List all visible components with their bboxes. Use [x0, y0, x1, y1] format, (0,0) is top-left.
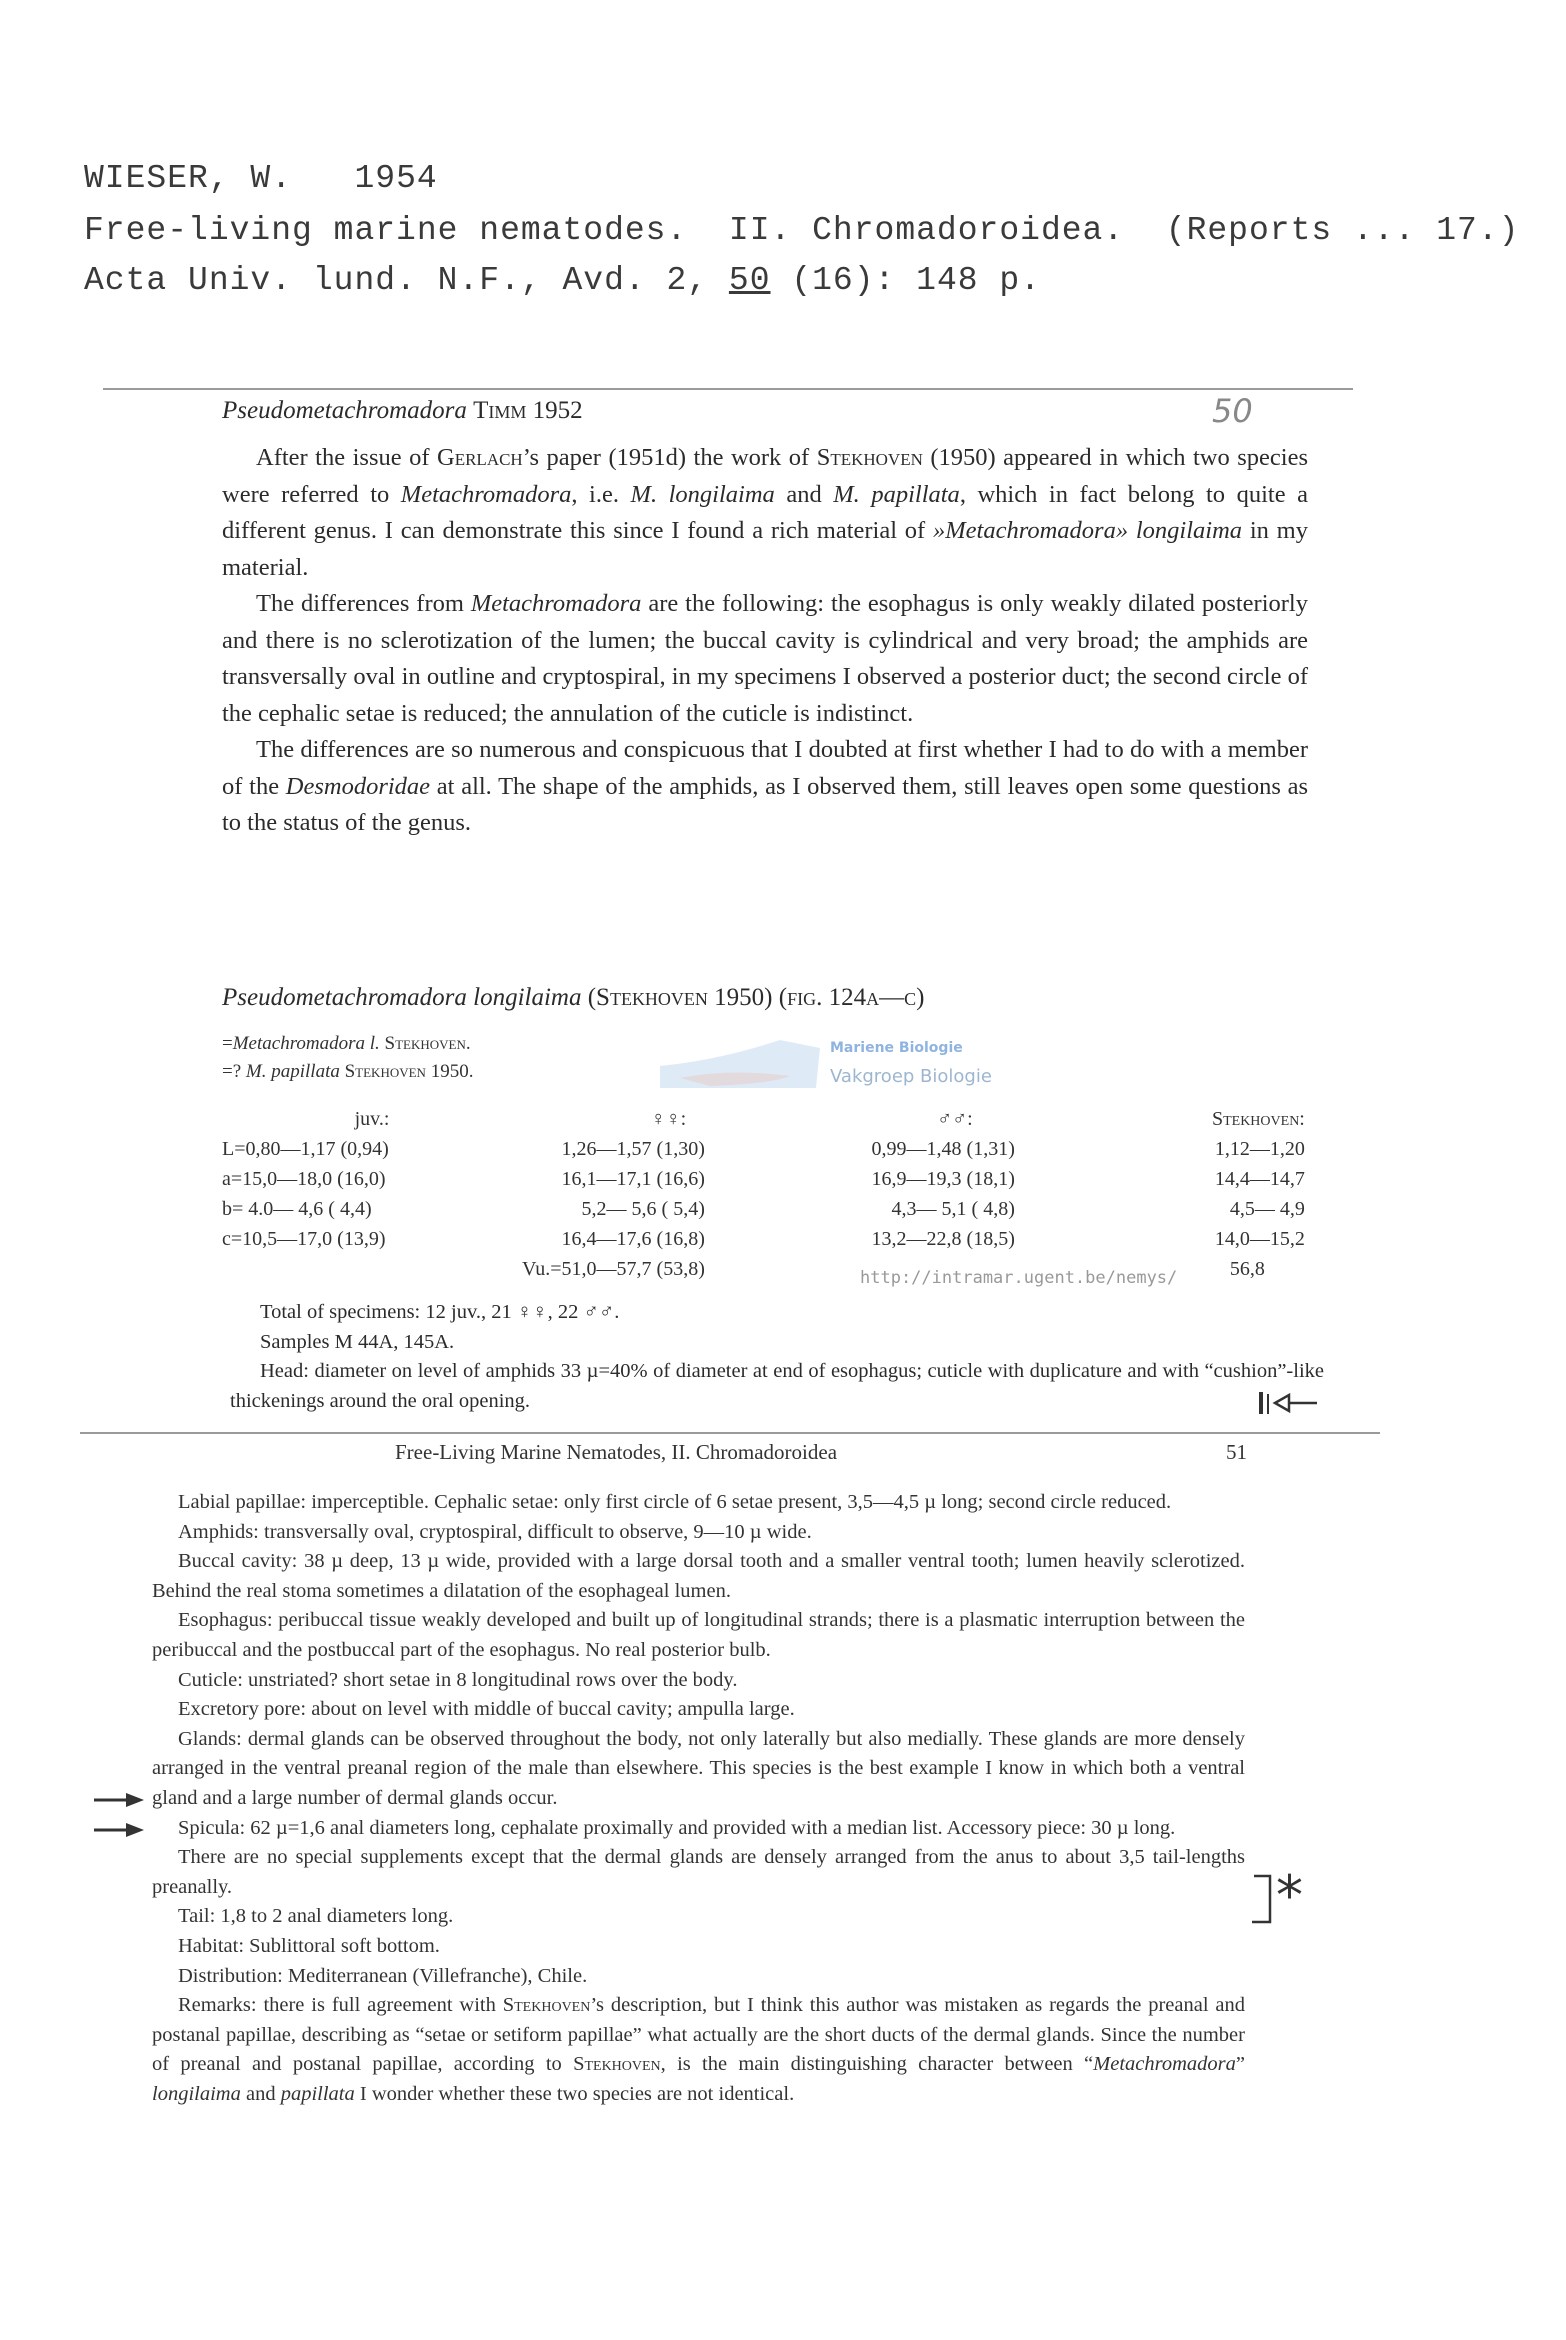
cuticle: Cuticle: unstriated? short setae in 8 longitudinal rows over the body.	[178, 1668, 738, 1691]
citation-author: WIESER, W.	[84, 160, 293, 197]
cell-stekhoven: 4,5— 4,9	[1229, 1197, 1305, 1220]
table-header-row	[222, 1104, 1305, 1134]
journal-pages: (16): 148 p.	[770, 262, 1041, 299]
excretory-pore: Excretory pore: about on level with middle of buccal cavity; ampulla large.	[178, 1698, 795, 1721]
table-row	[222, 1134, 1305, 1164]
cell-males: 4,3— 5,1 ( 4,8)	[886, 1197, 1015, 1220]
specimen-info	[230, 1298, 1324, 1416]
citation-title: Free-living marine nematodes. II. Chromadoroidea. (Reports ... 17.)	[84, 212, 1520, 249]
head-description: Head: diameter on level of amphids 33 µ=40% of diameter at end of esophagus; cuticle with duplicature and with “cushion”-like thickenings around the oral opening.	[230, 1360, 1324, 1412]
synonym-list	[222, 1030, 473, 1086]
empty-cell	[222, 1254, 522, 1284]
cell-stekhoven: 14,0—15,2	[1214, 1227, 1305, 1250]
cell-vulva-females: Vu.=51,0—57,7 (53,8)	[522, 1257, 705, 1280]
margin-arrow-icon	[92, 1790, 148, 1810]
spicula: Spicula: 62 µ=1,6 anal diameters long, cephalate proximally and provided with a median list. Accessory piece: 30 µ long.	[178, 1816, 1176, 1839]
citation-year: 1954	[354, 160, 438, 197]
glands: Glands: dermal glands can be observed throughout the body, not only laterally but also medially. These glands are more densely arranged in the ventral preanal region of the male than elsewhere. This species is the best example I know in which both a ventral gland and a large number of dermal glands occur.	[152, 1727, 1245, 1809]
paragraph-3: The differences are so numerous and conspicuous that I doubted at first whether I had to do with a member of the Desmodoridae at all. The shape of the amphids, as I observed them, still leaves open some questions as to the status of the genus.	[222, 736, 1308, 836]
species-heading	[222, 984, 924, 1012]
species-name: Pseudometachromadora longilaima	[222, 984, 582, 1011]
remarks: Remarks: there is full agreement with Stekhoven’s description, but I think this author was mistaken as regards the preanal and postanal papillae, describing as “setae or setiform papillae” what actually are the short ducts of the dermal glands. Since the number of preanal and postanal papillae, according to Stekhoven, is the main distinguishing character between “Metachromadora” longilaima and papillata I wonder whether these two species are not identical.	[152, 1994, 1245, 2105]
citation-journal	[84, 262, 1041, 299]
watermark-logo	[650, 1026, 1030, 1096]
header-juveniles: juv.:	[354, 1107, 390, 1130]
esophagus: Esophagus: peribuccal tissue weakly developed and built up of longitudinal strands; there is a plasmatic interruption between the peribuccal and the postbuccal part of the esophagus. No real posterior bulb.	[152, 1609, 1245, 1661]
watermark-bottom-text: Vakgroep Biologie	[830, 1066, 992, 1087]
top-rule	[103, 388, 1353, 390]
header-females: ♀♀:	[650, 1107, 687, 1130]
cell-females: 16,1—17,1 (16,6)	[561, 1167, 705, 1190]
table-row	[222, 1194, 1305, 1224]
running-footer-title: Free-Living Marine Nematodes, II. Chromadoroidea	[395, 1440, 838, 1464]
cell-vulva-stekhoven: 56,8	[1229, 1257, 1265, 1280]
cell-males: 13,2—22,8 (18,5)	[871, 1227, 1015, 1250]
samples: Samples M 44A, 145A.	[260, 1330, 455, 1353]
supplements: There are no special supplements except that the dermal glands are densely arranged from the anus to about 3,5 tail-lengths preanally.	[152, 1846, 1245, 1898]
paragraph-2: The differences from Metachromadora are the following: the esophagus is only weakly dilated posteriorly and there is no sclerotization of the lumen; the buccal cavity is cylindrical and very broad; the amphids are transversally oval in outline and cryptospiral, in my specimens I observed a posterior duct; the second circle of the cephalic setae is reduced; the annulation of the cuticle is indistinct.	[222, 590, 1308, 727]
table-row	[222, 1224, 1305, 1254]
cell-females: 5,2— 5,6 ( 5,4)	[576, 1197, 705, 1220]
journal-volume: 50	[728, 262, 771, 299]
empty-cell	[815, 1254, 1095, 1284]
labial-papillae: Labial papillae: imperceptible. Cephalic setae: only first circle of 6 setae present, 3,5—4,5 µ long; second circle reduced.	[178, 1491, 1172, 1513]
tail: Tail: 1,8 to 2 anal diameters long.	[178, 1905, 454, 1928]
cell-juv: b= 4.0— 4,6 ( 4,4)	[222, 1197, 372, 1220]
watermark-top-text: Mariene Biologie	[830, 1040, 963, 1056]
handwritten-arrow-icon	[1255, 1388, 1325, 1420]
measurements-table	[222, 1104, 1305, 1284]
total-specimens: Total of specimens: 12 juv., 21 ♀♀, 22 ♂♂.	[260, 1301, 620, 1323]
cell-stekhoven: 14,4—14,7	[1214, 1167, 1305, 1190]
genus-name: Pseudometachromadora	[222, 397, 467, 424]
watermark-boat-icon	[680, 1072, 790, 1086]
cell-males: 0,99—1,48 (1,31)	[871, 1137, 1015, 1160]
synonym-1: =Metachromadora l. Stekhoven.	[222, 1033, 471, 1054]
cell-females: 1,26—1,57 (1,30)	[561, 1137, 705, 1160]
page-number: 51	[1226, 1440, 1247, 1464]
handwritten-asterisk-icon: *	[1276, 1864, 1303, 1927]
cell-juv: a=15,0—18,0 (16,0)	[222, 1167, 386, 1190]
cell-juv: L=0,80—1,17 (0,94)	[222, 1137, 389, 1160]
paragraph-1: After the issue of Gerlach’s paper (1951d) the work of Stekhoven (1950) appeared in which two species were referred to Metachromadora, i.e. M. longilaima and M. papillata, which in fact belong to quite a different genus. I can demonstrate this since I found a rich material of »Metachromadora» longilaima in my material.	[222, 444, 1308, 581]
cell-juv: c=10,5—17,0 (13,9)	[222, 1227, 386, 1250]
watermark-url: http://intramar.ugent.be/nemys/	[860, 1268, 1178, 1288]
spacer	[292, 160, 354, 197]
cell-females: 16,4—17,6 (16,8)	[561, 1227, 705, 1250]
genus-discussion	[222, 440, 1308, 842]
cell-males: 16,9—19,3 (18,1)	[871, 1167, 1015, 1190]
distribution: Distribution: Mediterranean (Villefranche), Chile.	[178, 1964, 588, 1987]
species-description	[152, 1488, 1245, 2109]
header-stekhoven: Stekhoven:	[1211, 1107, 1305, 1130]
header-males: ♂♂:	[937, 1107, 973, 1130]
handwritten-page-mark: 50	[1212, 392, 1253, 430]
genus-authority: Timm	[473, 397, 527, 424]
page-break-rule	[80, 1432, 1380, 1434]
watermark-shape	[660, 1040, 820, 1088]
citation-author-line	[84, 160, 438, 197]
amphids: Amphids: transversally oval, cryptospiral, difficult to observe, 9—10 µ wide.	[178, 1520, 812, 1543]
habitat: Habitat: Sublittoral soft bottom.	[178, 1934, 440, 1957]
synonym-2: =? M. papillata Stekhoven 1950.	[222, 1061, 474, 1082]
cell-stekhoven: 1,12—1,20	[1214, 1137, 1305, 1160]
table-row-vulva	[222, 1254, 1305, 1284]
table-row	[222, 1164, 1305, 1194]
genus-heading	[222, 397, 583, 425]
journal-name: Acta Univ. lund. N.F., Avd. 2,	[84, 262, 729, 299]
species-authority: (Stekhoven 1950) (fig. 124a—c)	[587, 984, 925, 1011]
handwritten-bracket-icon	[1250, 1872, 1276, 1932]
margin-arrow-icon	[92, 1820, 148, 1840]
genus-year: 1952	[532, 397, 583, 424]
buccal-cavity: Buccal cavity: 38 µ deep, 13 µ wide, provided with a large dorsal tooth and a smaller ventral tooth; lumen heavily sclerotized. Behind the real stoma sometimes a dilatation of the esophageal lumen.	[152, 1550, 1245, 1602]
